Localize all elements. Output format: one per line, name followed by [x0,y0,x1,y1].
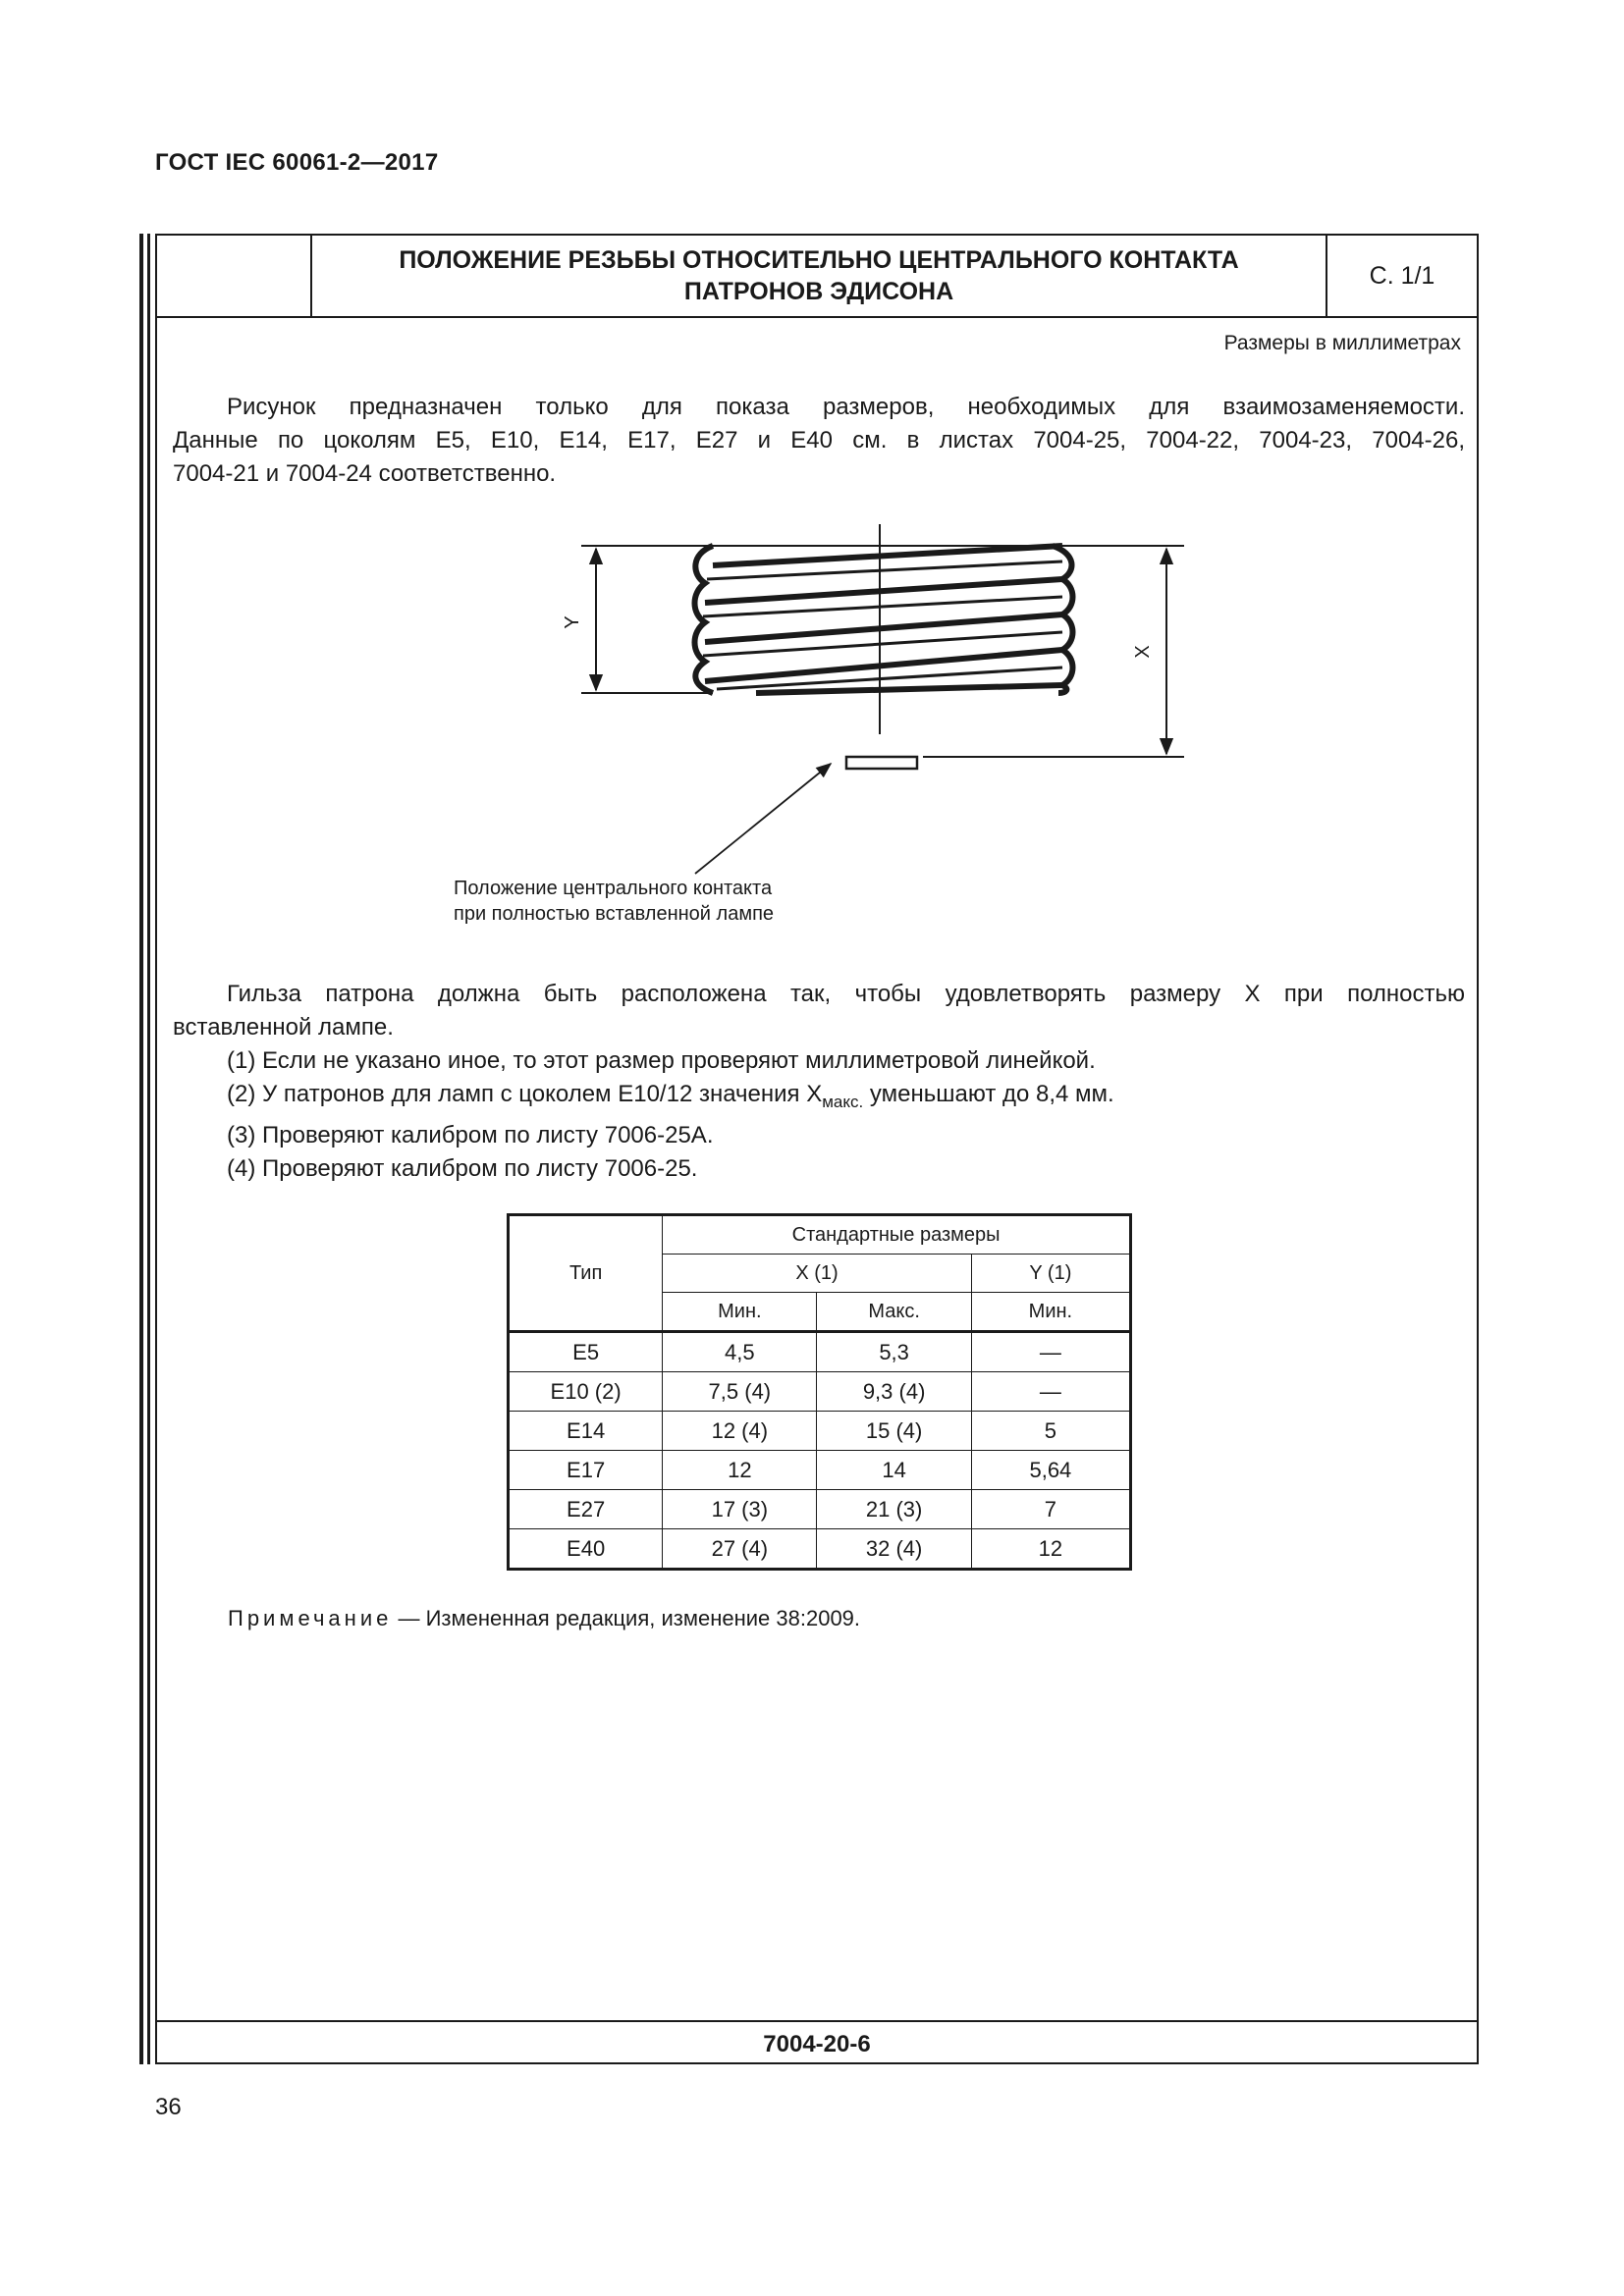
table-row [509,1451,1131,1490]
thread-crest-1 [713,546,1062,565]
document-code: ГОСТ IEC 60061-2—2017 [155,149,439,176]
sheet-page: С. 1/1 [1327,236,1477,318]
note2-suffix: уменьшают до 8,4 мм. [863,1081,1114,1107]
binding-bar-inner [147,234,150,2064]
cell-x-min: 12 (4) [663,1412,817,1451]
units-note: Размеры в миллиметрах [1223,332,1461,354]
contact-leader-line [695,764,831,874]
intro-line3: 7004-21 и 7004-24 соответственно. [173,460,557,487]
cell-type: E14 [509,1412,663,1451]
cell-y-min: 5,64 [971,1451,1130,1490]
figure-caption-line2: при полностью вставленной лампе [454,903,775,925]
thread-crest-5 [756,685,1062,693]
dimensions-table [507,1213,1132,1571]
header-y: Y (1) [971,1255,1130,1293]
cell-y-min: — [971,1372,1130,1412]
requirements-note4: (4) Проверяют калибром по листу 7006-25. [227,1154,698,1182]
sheet-number: 7004-20-6 [157,2020,1477,2066]
thread-left-profile [695,546,714,693]
intro-paragraph [173,391,1465,491]
sheet-title [312,236,1327,318]
header-blank-cell [157,236,312,318]
cell-x-max: 14 [817,1451,971,1490]
cell-y-min: 7 [971,1490,1130,1529]
requirements-paragraph [173,978,1465,1186]
cell-x-min: 4,5 [663,1332,817,1372]
page-number: 36 [155,2094,182,2120]
cell-y-min: 12 [971,1529,1130,1570]
intro-line2: Данные по цоколям E5, E10, E14, E17, E27 и E40 см. в листах 7004-25, 7004-22, 7004-23, 7004-26, [173,427,1465,454]
central-contact [846,757,917,769]
cell-type: E17 [509,1451,663,1490]
x-dimension-label: X [1132,645,1154,659]
cell-type: E27 [509,1490,663,1529]
cell-type: E10 (2) [509,1372,663,1412]
note2-prefix: (2) У патронов для ламп с цоколем E10/12 значения X [227,1081,823,1107]
header-x-min: Мин. [663,1293,817,1332]
header-y-min: Мин. [971,1293,1130,1332]
table-row [509,1372,1131,1412]
intro-line1: Рисунок предназначен только для показа размеров, необходимых для взаимозаменяемости. [227,394,1465,420]
table-row [509,1332,1131,1372]
thread-crest-4 [705,650,1062,681]
requirements-note3: (3) Проверяют калибром по листу 7006-25A. [227,1121,714,1148]
thread-crest-3 [705,614,1062,642]
sheet-title-line1: ПОЛОЖЕНИЕ РЕЗЬБЫ ОТНОСИТЕЛЬНО ЦЕНТРАЛЬНОГО КОНТАКТА [399,246,1239,274]
figure-caption-line1: Положение центрального контакта [454,878,773,899]
cell-type: E40 [509,1529,663,1570]
thread-right-profile [1053,546,1073,693]
cell-x-min: 27 (4) [663,1529,817,1570]
binding-bar-outer [139,234,143,2064]
table-row [509,1529,1131,1570]
dimensions-table-body [509,1215,1131,1570]
cell-x-min: 17 (3) [663,1490,817,1529]
cell-x-max: 21 (3) [817,1490,971,1529]
cell-x-min: 12 [663,1451,817,1490]
cell-x-max: 5,3 [817,1332,971,1372]
table-row [509,1490,1131,1529]
requirements-line1: Гильза патрона должна быть расположена так, чтобы удовлетворять размеру X при полностью [227,981,1465,1007]
note-paragraph [228,1602,1406,1635]
table-row [509,1412,1131,1451]
cell-x-max: 9,3 (4) [817,1372,971,1412]
sheet-frame [155,234,1479,2064]
requirements-line2: вставленной лампе. [173,1014,394,1041]
cell-x-max: 32 (4) [817,1529,971,1570]
note2-subscript: макс. [822,1092,864,1111]
note-text: — Измененная редакция, изменение 38:2009. [392,1606,861,1630]
cell-x-max: 15 (4) [817,1412,971,1451]
sheet-title-line2: ПАТРОНОВ ЭДИСОНА [683,278,954,305]
requirements-note1: (1) Если не указано иное, то этот размер проверяют миллиметровой линейкой. [227,1047,1096,1074]
cell-x-min: 7,5 (4) [663,1372,817,1412]
cell-type: E5 [509,1332,663,1372]
header-x: X (1) [663,1255,972,1293]
requirements-note2 [173,1078,1465,1119]
cell-y-min: 5 [971,1412,1130,1451]
header-x-max: Макс. [817,1293,971,1332]
table-header-row-1 [509,1215,1131,1255]
note-label: Примечание [228,1606,393,1630]
thread-figure [157,512,1477,984]
header-standard-dimensions: Стандартные размеры [663,1215,1131,1255]
cell-y-min: — [971,1332,1130,1372]
header-type: Тип [509,1215,663,1332]
y-dimension-label: Y [562,615,583,629]
